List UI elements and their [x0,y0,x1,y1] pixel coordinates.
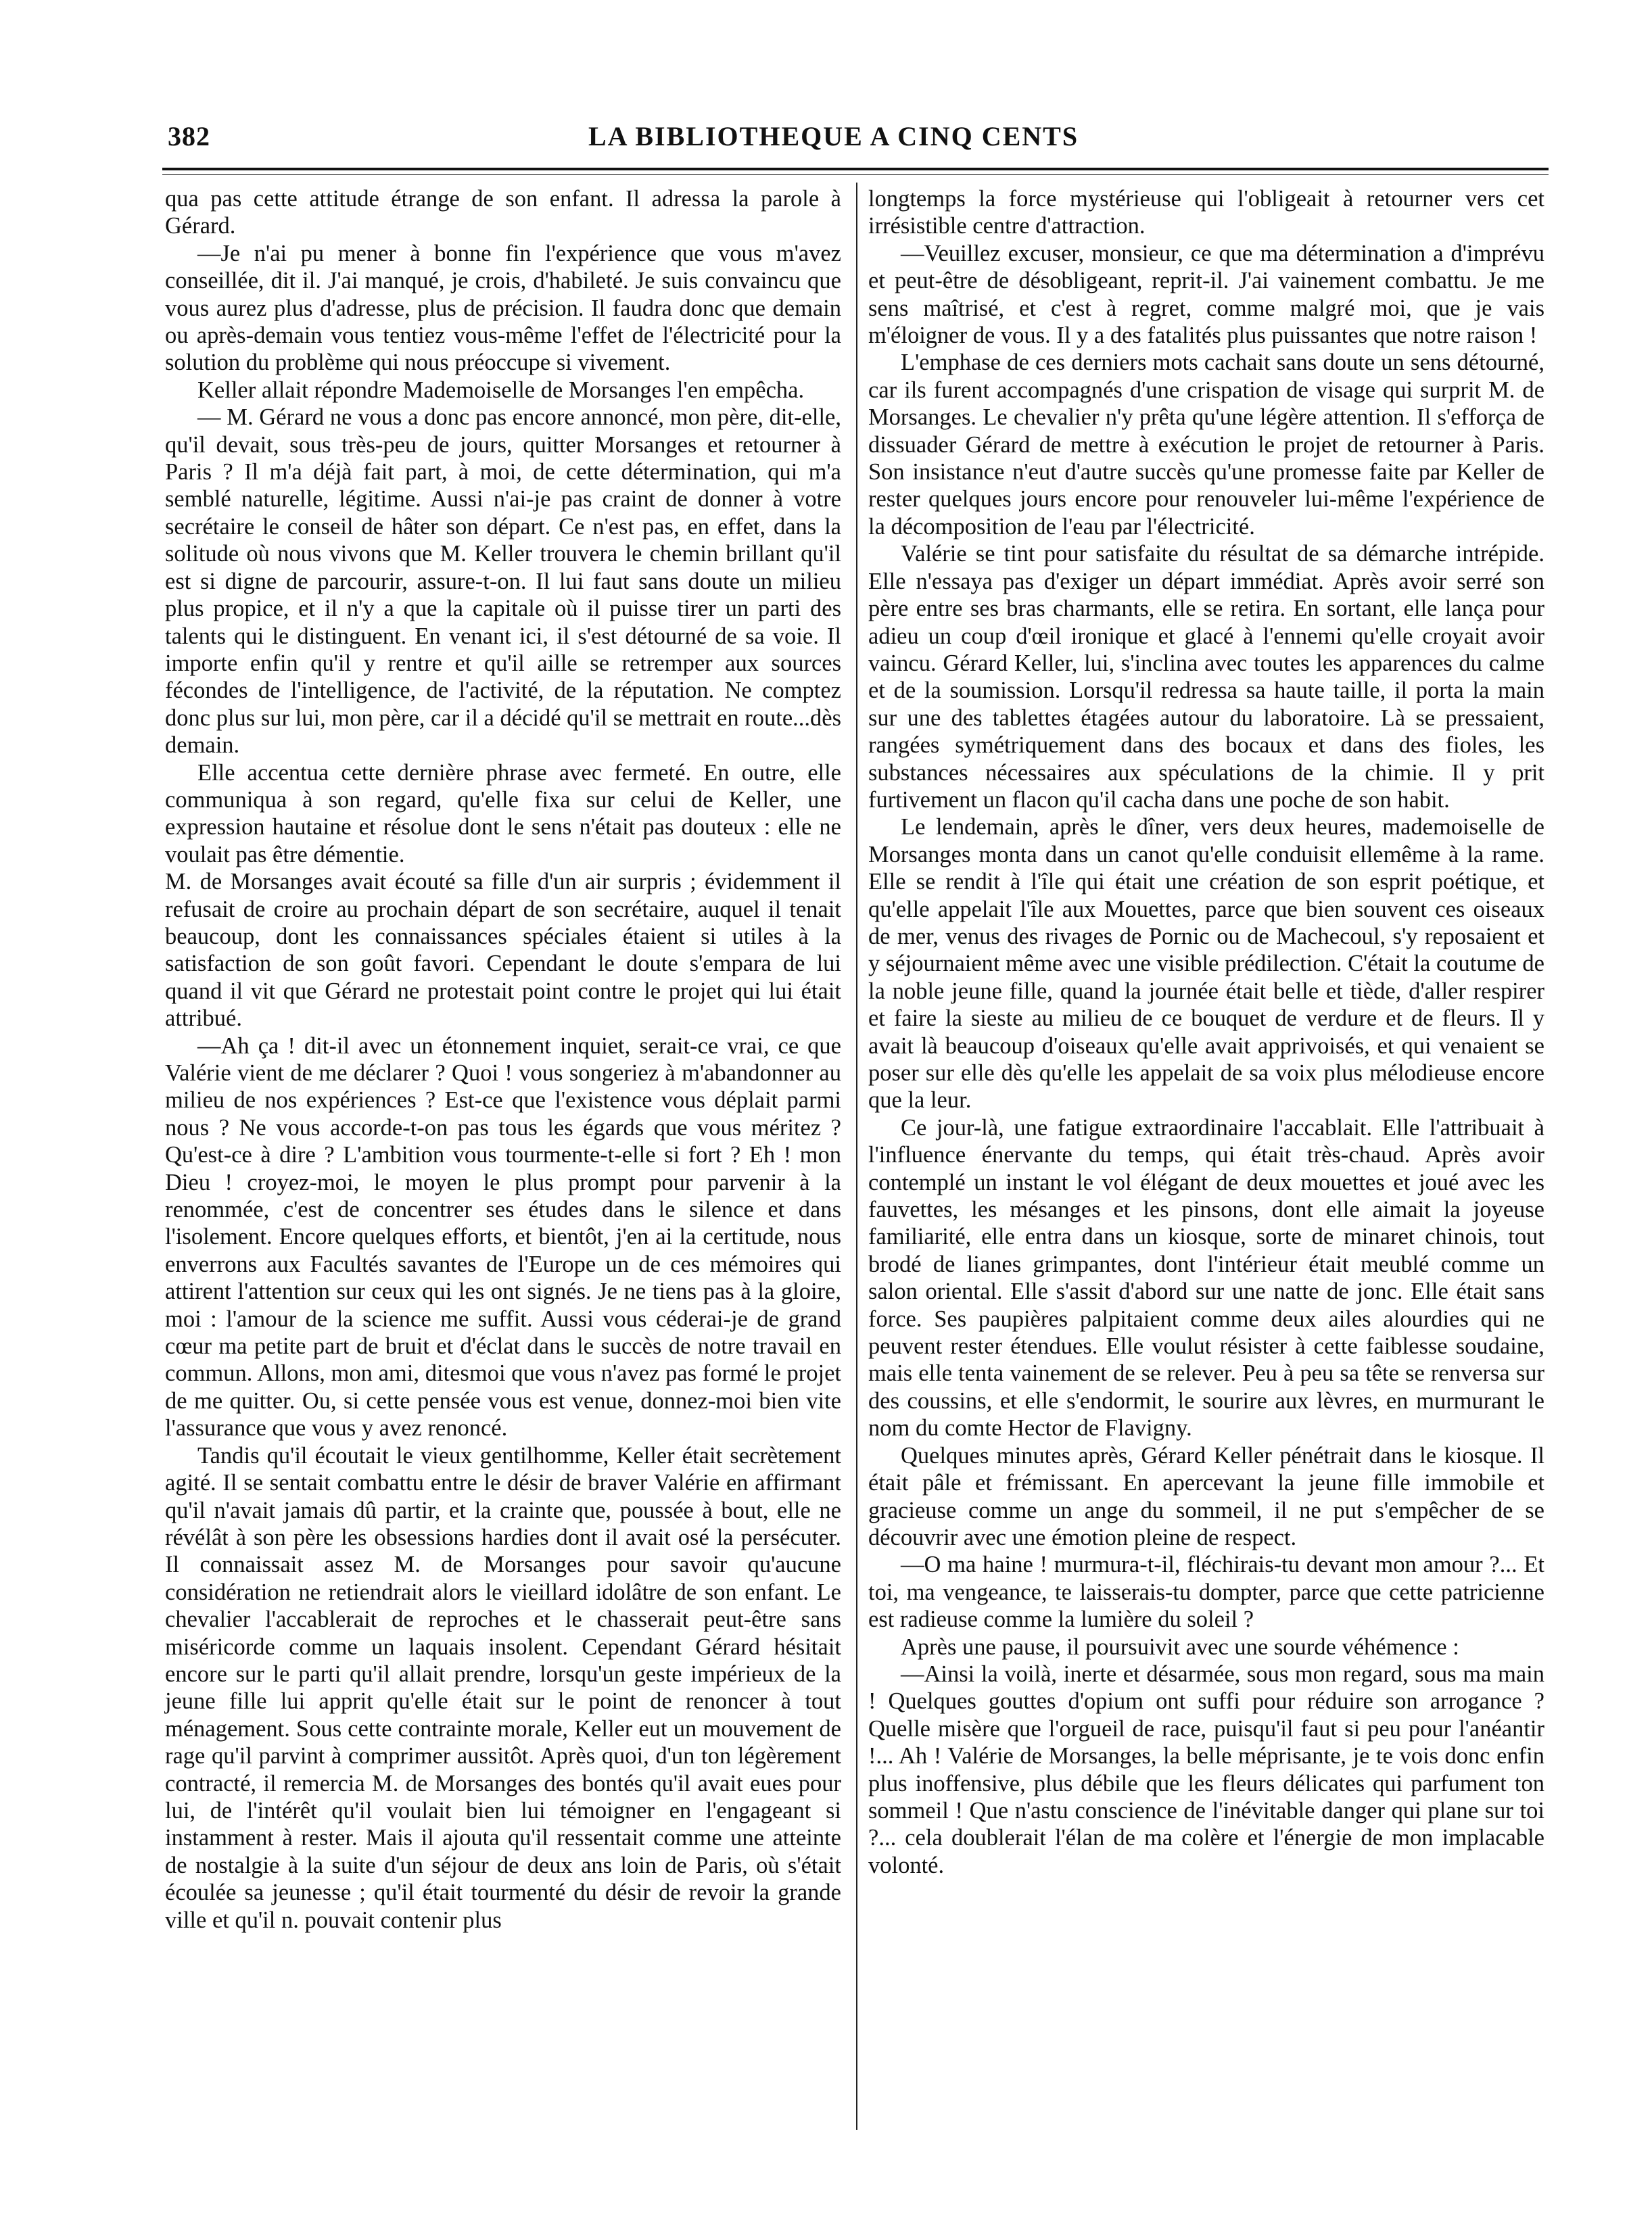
paragraph: —Je n'ai pu mener à bonne fin l'expérience que vous m'avez conseillée, dit il. J'ai manqué, je crois, d'habileté. Je suis convaincu que vous aurez plus d'adresse, plus de précision. Il faudra donc que demain ou après-demain vous tentiez vous-même l'effet de l'électricité pour la solution du problème qui nous préoccupe si vivement. [165,240,841,376]
paragraph: —Ah ça ! dit-il avec un étonnement inquiet, serait-ce vrai, ce que Valérie vient de me déclarer ? Quoi ! vous songeriez à m'abandonner au milieu de nos expériences ? Est-ce que l'existence vous déplait parmi nous ? Ne vous accorde-t-on pas tous les égards que vous méritez ? Qu'est-ce à dire ? L'ambition vous tourmente-t-elle si fort ? Eh ! mon Dieu ! croyez-moi, le moyen le plus prompt pour parvenir à la renommée, c'est de concentrer ses études dans le silence et dans l'isolement. Encore quelques efforts, et bientôt, j'en ai la certitude, nous enverrons aux Facultés savantes de l'Europe un de ces mémoires qui attirent l'attention sur ceux qui les ont signés. Je ne tiens pas à la gloire, moi : l'amour de la science me suffit. Aussi vous céderai-je de grand cœur ma petite part de bruit et d'éclat dans le succès de notre travail en commun. Allons, mon ami, ditesmoi que vous n'avez pas formé le projet de me quitter. Ou, si cette pensée vous est venue, donnez-moi bien vite l'assurance que vous y avez renoncé. [165,1032,841,1442]
paragraph: Keller allait répondre Mademoiselle de Morsanges l'en empêcha. [197,377,805,403]
left-column [165,185,841,1934]
paragraph: —Ainsi la voilà, inerte et désarmée, sous mon regard, sous ma main ! Quelques gouttes d'opium ont suffi pour réduire son arrogance ? Quelle misère que l'orgueil de race, puisqu'il faut si peu pour l'anéantir !... Ah ! Valérie de Morsanges, la belle méprisante, je te vois donc enfin plus inoffensive, plus débile que les fleurs délicates qui parfument ton sommeil ! Que n'astu conscience de l'inévitable danger qui plane sur toi ?... cela doublerait l'élan de ma colère et l'énergie de mon implacable volonté. [868,1661,1544,1878]
column-divider [856,183,857,2130]
paragraph: Quelques minutes après, Gérard Keller pénétrait dans le kiosque. Il était pâle et frémissant. En apercevant la jeune fille immobile et gracieuse comme un ange du sommeil, il ne put s'empêcher de se découvrir avec une émotion pleine de respect. [868,1442,1544,1550]
paragraph: Ce jour-là, une fatigue extraordinaire l'accablait. Elle l'attribuait à l'influence énervante du temps, qui était très-chaud. Après avoir contemplé un instant le vol élégant de deux mouettes et joué avec les fauvettes, les mésanges et les pinsons, dont elle aimait la joyeuse familiarité, elle entra dans un kiosque, sorte de minaret chinois, tout brodé de lianes grimpantes, dont l'intérieur était meublé comme un salon oriental. Elle s'assit d'abord sur une natte de jonc. Elle était sans force. Ses paupières palpitaient comme deux ailes alourdies qui ne peuvent rester étendues. Elle voulut résister à cette faiblesse soudaine, mais elle tenta vainement de se relever. Peu à peu sa tête se renversa sur des coussins, et elle s'endormit, le sourire aux lèvres, en murmurant le nom du comte Hector de Flavigny. [868,1114,1544,1442]
right-column [868,185,1544,1879]
header-rule-thin [162,174,1549,175]
paragraph: Après une pause, il poursuivit avec une sourde véhémence : [901,1634,1459,1660]
paragraph: Elle accentua cette dernière phrase avec fermeté. En outre, elle communiqua à son regard, qu'elle fixa sur celui de Keller, une expression hautaine et résolue dont le sens n'était pas douteux : elle ne voulait pas être démentie. [165,759,841,867]
paragraph: Le lendemain, après le dîner, vers deux heures, mademoiselle de Morsanges monta dans un canot qu'elle conduisit ellemême à la rame. Elle se rendit à l'île qui était une création de son esprit poétique, et qu'elle appelait l'île aux Mouettes, parce que bien souvent ces oiseaux de mer, venus des rivages de Pornic ou de Machecoul, s'y reposaient et y séjournaient même avec une visible prédilection. C'était la coutume de la noble jeune fille, quand la journée était belle et tiède, d'aller respirer et faire la sieste au milieu de ce bouquet de verdure et de fleurs. Il y avait là beaucoup d'oiseaux qu'elle avait apprivoisés, et qui venaient se poser sur elle dès qu'elle les appelait de sa voix plus mélodieuse encore que la leur. [868,814,1544,1114]
paragraph: L'emphase de ces derniers mots cachait sans doute un sens détourné, car ils furent accompagnés d'une crispation de visage qui surprit M. de Morsanges. Le chevalier n'y prêta qu'une légère attention. Il s'efforça de dissuader Gérard de mettre à exécution le projet de retourner à Paris. Son insistance n'eut d'autre succès qu'une promesse faite par Keller de rester quelques jours encore pour renouveler lui-même l'expérience de la décomposition de l'eau par l'électricité. [868,350,1544,540]
running-title: LA BIBLIOTHEQUE A CINQ CENTS [588,121,1079,151]
paragraph: —O ma haine ! murmura-t-il, fléchirais-tu devant mon amour ?... Et toi, ma vengeance, te laisserais-tu dompter, parce que cette patricienne est radieuse comme la lumière du soleil ? [868,1552,1544,1633]
header-rule [162,168,1549,170]
page-number: 382 [168,121,210,151]
paragraph: Valérie se tint pour satisfaite du résultat de sa démarche intrépide. Elle n'essaya pas d'exiger un départ immédiat. Après avoir serré son père entre ses bras charmants, elle se retira. En sortant, elle lança pour adieu un coup d'œil ironique et glacé à l'ennemi qu'elle croyait avoir vaincu. Gérard Keller, lui, s'inclina avec toutes les apparences du calme et de la soumission. Lorsqu'il redressa sa haute taille, il porta la main sur une des tablettes étagées autour du laboratoire. Là se pressaient, rangées symétriquement dans des bocaux et dans des fioles, les substances nécessaires aux spéculations de la chimie. Il y prit furtivement un flacon qu'il cacha dans une poche de son habit. [868,541,1544,813]
paragraph: qua pas cette attitude étrange de son enfant. Il adressa la parole à Gérard. [165,186,841,239]
paragraph: Tandis qu'il écoutait le vieux gentilhomme, Keller était secrètement agité. Il se sentait combattu entre le désir de braver Valérie en affirmant qu'il n'avait jamais dû partir, et la crainte que, poussée à bout, elle ne révélât à son père les obsessions hardies dont il avait osé la persécuter. Il connaissait assez M. de Morsanges pour savoir qu'aucune considération ne retiendrait alors le vieillard idolâtre de son enfant. Le chevalier l'accablerait de reproches et le chasserait peut-être sans miséricorde comme un laquais insolent. Cependant Gérard hésitait encore sur le parti qu'il allait prendre, lorsqu'un geste impérieux de la jeune fille lui apprit qu'elle était sur le point de renoncer à tout ménagement. Sous cette contrainte morale, Keller eut un mouvement de rage qu'il parvint à comprimer aussitôt. Après quoi, d'un ton légèrement contracté, il remercia M. de Morsanges des bontés qu'il avait eues pour lui, de l'intérêt qu'il voulait bien lui témoigner en l'engageant si instamment à rester. Mais il ajouta qu'il ressentait comme une atteinte de nostalgie à la suite d'un séjour de deux ans loin de Paris, où s'était écoulée sa jeunesse ; qu'il était tourmenté du désir de revoir la grande ville et qu'il n. pouvait contenir plus [165,1442,841,1933]
paragraph: M. de Morsanges avait écouté sa fille d'un air surpris ; évidemment il refusait de croire au prochain départ de son secrétaire, auquel il tenait beaucoup, dont les connaissances spéciales étaient si utiles à la satisfaction de son goût favori. Cependant le doute s'empara de lui quand il vit que Gérard ne protestait point contre le projet qui lui était attribué. [165,869,841,1032]
paragraph: —Veuillez excuser, monsieur, ce que ma détermination a d'imprévu et peut-être de désobligeant, reprit-il. J'ai vainement combattu. Je me sens maîtrisé, et c'est à regret, comme malgré moi, que je vais m'éloigner de vous. Il y a des fatalités plus puissantes que notre raison ! [868,240,1544,349]
paragraph: — M. Gérard ne vous a donc pas encore annoncé, mon père, dit-elle, qu'il devait, sous très-peu de jours, quitter Morsanges et retourner à Paris ? Il m'a déjà fait part, à moi, de cette détermination, qui m'a semblé naturelle, légitime. Aussi n'ai-je pas craint de donner à votre secrétaire le conseil de hâter son départ. Ce n'est pas, en effet, dans la solitude où nous vivons que M. Keller trouvera le chemin brillant qu'il est si digne de parcourir, assure-t-on. Il lui faut sans doute un milieu plus propice, et il n'y a que la capitale où il puisse tirer un parti des talents qui le distinguent. En venant ici, il s'est détourné de sa voie. Il importe enfin qu'il y rentre et qu'il aille se retremper aux sources fécondes de l'intelligence, de l'activité, de la réputation. Ne comptez donc plus sur lui, mon père, car il a décidé qu'il se mettrait en route...dès demain. [165,404,841,759]
paragraph: longtemps la force mystérieuse qui l'obligeait à retourner vers cet irrésistible centre d'attraction. [868,186,1544,239]
